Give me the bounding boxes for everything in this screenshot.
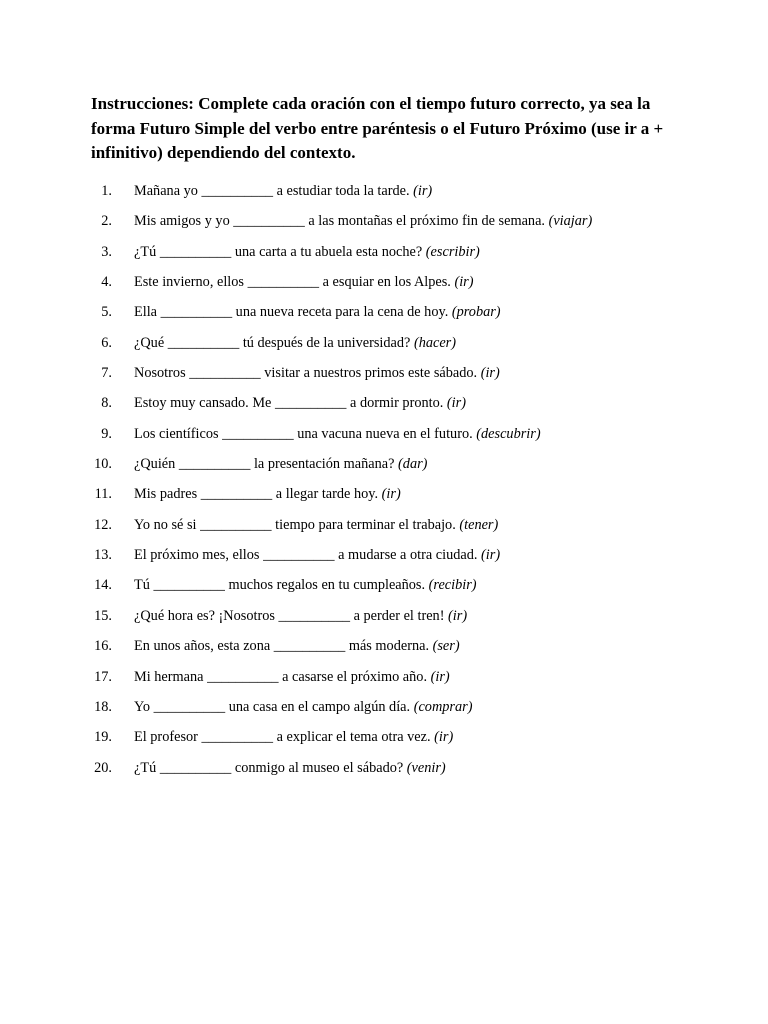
verb-hint: (descubrir) bbox=[476, 425, 541, 442]
sentence-end: conmigo al museo el sábado? bbox=[234, 759, 404, 776]
exercise-sentence bbox=[134, 210, 592, 232]
sentence-start: ¿Tú bbox=[134, 243, 157, 260]
exercise-sentence bbox=[134, 514, 498, 536]
exercise-item bbox=[0, 483, 768, 513]
sentence-start: Yo bbox=[134, 698, 151, 715]
exercise-item bbox=[0, 271, 768, 301]
sentence-end: a casarse el próximo año. bbox=[282, 668, 428, 685]
exercise-sentence bbox=[134, 453, 427, 475]
exercise-item bbox=[0, 666, 768, 696]
exercise-sentence bbox=[134, 362, 500, 384]
sentence-start: Los científicos bbox=[134, 425, 219, 442]
exercise-sentence bbox=[134, 241, 480, 263]
exercise-number: 19. bbox=[94, 729, 112, 746]
sentence-end: una vacuna nueva en el futuro. bbox=[297, 425, 473, 442]
answer-blank: __________ bbox=[189, 365, 261, 382]
answer-blank: __________ bbox=[201, 729, 273, 746]
sentence-start: Tú bbox=[134, 577, 150, 594]
verb-hint: (venir) bbox=[406, 759, 446, 776]
exercise-item bbox=[0, 726, 768, 756]
sentence-end: a esquiar en los Alpes. bbox=[322, 274, 451, 291]
answer-blank: __________ bbox=[178, 456, 251, 473]
exercise-item bbox=[0, 605, 768, 635]
exercise-item bbox=[0, 332, 768, 362]
exercise-number: 3. bbox=[101, 243, 112, 260]
answer-blank: __________ bbox=[222, 425, 294, 442]
sentence-end: la presentación mañana? bbox=[253, 456, 395, 473]
exercise-sentence bbox=[134, 635, 460, 657]
answer-blank: __________ bbox=[278, 607, 350, 624]
verb-hint: (ir) bbox=[381, 486, 401, 503]
exercise-sentence bbox=[134, 483, 401, 505]
exercise-sentence bbox=[134, 605, 467, 627]
exercise-number: 15. bbox=[94, 607, 112, 624]
exercise-sentence bbox=[134, 423, 541, 445]
exercise-sentence bbox=[134, 544, 500, 566]
sentence-end: tú después de la universidad? bbox=[242, 334, 411, 351]
exercise-list bbox=[0, 180, 768, 787]
exercise-item bbox=[0, 423, 768, 453]
exercise-item bbox=[0, 392, 768, 422]
verb-hint: (ir) bbox=[413, 183, 433, 199]
verb-hint: (ir) bbox=[430, 668, 450, 685]
verb-hint: (tener) bbox=[459, 516, 499, 533]
exercise-sentence bbox=[134, 180, 432, 202]
verb-hint: (ir) bbox=[448, 607, 468, 624]
answer-blank: __________ bbox=[263, 547, 335, 564]
exercise-item bbox=[0, 210, 768, 240]
verb-hint: (recibir) bbox=[428, 577, 477, 594]
exercise-item bbox=[0, 696, 768, 726]
sentence-end: a explicar el tema otra vez. bbox=[276, 729, 431, 746]
exercise-item bbox=[0, 362, 768, 392]
exercise-number: 12. bbox=[94, 516, 112, 533]
sentence-end: una carta a tu abuela esta noche? bbox=[234, 243, 423, 260]
verb-hint: (ir) bbox=[446, 395, 466, 412]
exercise-number: 7. bbox=[101, 365, 112, 382]
exercise-sentence bbox=[134, 666, 450, 688]
instructions-paragraph: Instrucciones: Complete cada oración con el tiempo futuro correcto, ya sea la forma Futuro Simple del verbo entre paréntesis o el Futuro Próximo (use ir a + infinitivo) dependiendo del contexto. bbox=[91, 94, 664, 162]
exercise-sentence bbox=[134, 271, 474, 293]
exercise-number: 10. bbox=[94, 456, 112, 473]
exercise-number: 14. bbox=[94, 577, 112, 594]
verb-hint: (dar) bbox=[398, 456, 428, 473]
answer-blank: __________ bbox=[273, 638, 346, 655]
sentence-end: visitar a nuestros primos este sábado. bbox=[264, 365, 478, 382]
exercise-number: 17. bbox=[94, 668, 112, 685]
sentence-start: Mis amigos y yo bbox=[134, 213, 230, 230]
sentence-start: En unos años, esta zona bbox=[134, 638, 271, 655]
sentence-start: Mis padres bbox=[134, 486, 198, 503]
exercise-number: 18. bbox=[94, 698, 112, 715]
sentence-end: a las montañas el próximo fin de semana. bbox=[308, 213, 545, 230]
exercise-number: 9. bbox=[101, 425, 112, 442]
sentence-start: Mañana yo bbox=[134, 183, 198, 199]
sentence-start: ¿Qué bbox=[134, 334, 165, 351]
sentence-start: Yo no sé si bbox=[134, 516, 197, 533]
exercise-sentence bbox=[134, 301, 501, 323]
exercise-item bbox=[0, 241, 768, 271]
answer-blank: __________ bbox=[233, 213, 305, 230]
exercise-sentence bbox=[134, 757, 446, 779]
sentence-start: Este invierno, ellos bbox=[134, 274, 244, 291]
answer-blank: __________ bbox=[153, 698, 226, 715]
sentence-start: Mi hermana bbox=[134, 668, 204, 685]
exercise-item bbox=[0, 453, 768, 483]
sentence-end: más moderna. bbox=[348, 638, 430, 655]
verb-hint: (ir) bbox=[434, 729, 454, 746]
verb-hint: (viajar) bbox=[548, 213, 593, 230]
exercise-item bbox=[0, 544, 768, 574]
answer-blank: __________ bbox=[207, 668, 279, 685]
exercise-number: 13. bbox=[94, 547, 112, 564]
exercise-number: 11. bbox=[94, 486, 112, 503]
exercise-sentence bbox=[134, 392, 466, 414]
verb-hint: (probar) bbox=[451, 304, 501, 321]
answer-blank: __________ bbox=[200, 486, 273, 503]
verb-hint: (escribir) bbox=[425, 243, 480, 260]
sentence-end: a estudiar toda la tarde. bbox=[276, 183, 410, 199]
exercise-item bbox=[0, 635, 768, 665]
answer-blank: __________ bbox=[167, 334, 240, 351]
answer-blank: __________ bbox=[159, 759, 232, 776]
exercise-number: 6. bbox=[101, 334, 112, 351]
exercise-number: 16. bbox=[94, 638, 112, 655]
sentence-end: una casa en el campo algún día. bbox=[228, 698, 411, 715]
sentence-end: a perder el tren! bbox=[353, 607, 445, 624]
sentence-end: a mudarse a otra ciudad. bbox=[338, 547, 478, 564]
answer-blank: __________ bbox=[274, 395, 347, 412]
answer-blank: __________ bbox=[201, 183, 273, 199]
sentence-start: ¿Quién bbox=[134, 456, 176, 473]
exercise-sentence bbox=[134, 574, 477, 596]
exercise-sentence bbox=[134, 696, 472, 718]
answer-blank: __________ bbox=[247, 274, 320, 291]
sentence-end: muchos regalos en tu cumpleaños. bbox=[228, 577, 426, 594]
exercise-sentence bbox=[134, 726, 453, 748]
exercise-item bbox=[0, 574, 768, 604]
exercise-number: 4. bbox=[101, 274, 112, 291]
sentence-end: a dormir pronto. bbox=[350, 395, 444, 412]
exercise-item bbox=[0, 301, 768, 331]
exercise-number: 2. bbox=[101, 213, 112, 230]
answer-blank: __________ bbox=[160, 304, 233, 321]
exercise-number: 8. bbox=[101, 395, 112, 412]
sentence-end: tiempo para terminar el trabajo. bbox=[275, 516, 456, 533]
exercise-item bbox=[0, 757, 768, 787]
exercise-item bbox=[0, 180, 768, 210]
sentence-start: Nosotros bbox=[134, 365, 186, 382]
sentence-start: Ella bbox=[134, 304, 158, 321]
answer-blank: __________ bbox=[200, 516, 272, 533]
verb-hint: (ir) bbox=[454, 274, 474, 291]
verb-hint: (ser) bbox=[432, 638, 460, 655]
exercise-number: 20. bbox=[94, 759, 112, 776]
verb-hint: (ir) bbox=[481, 547, 501, 564]
answer-blank: __________ bbox=[159, 243, 232, 260]
exercise-sentence bbox=[134, 332, 456, 354]
sentence-start: ¿Tú bbox=[134, 759, 157, 776]
answer-blank: __________ bbox=[153, 577, 225, 594]
sentence-end: a llegar tarde hoy. bbox=[275, 486, 379, 503]
exercise-number: 5. bbox=[101, 304, 112, 321]
sentence-start: ¿Qué hora es? ¡Nosotros bbox=[134, 607, 275, 624]
exercise-number: 1. bbox=[101, 183, 112, 199]
verb-hint: (ir) bbox=[480, 365, 500, 382]
sentence-start: El próximo mes, ellos bbox=[134, 547, 260, 564]
sentence-start: Estoy muy cansado. Me bbox=[134, 395, 272, 412]
sentence-start: El profesor bbox=[134, 729, 198, 746]
sentence-end: una nueva receta para la cena de hoy. bbox=[235, 304, 449, 321]
exercise-item bbox=[0, 514, 768, 544]
verb-hint: (hacer) bbox=[413, 334, 457, 351]
verb-hint: (comprar) bbox=[413, 698, 473, 715]
